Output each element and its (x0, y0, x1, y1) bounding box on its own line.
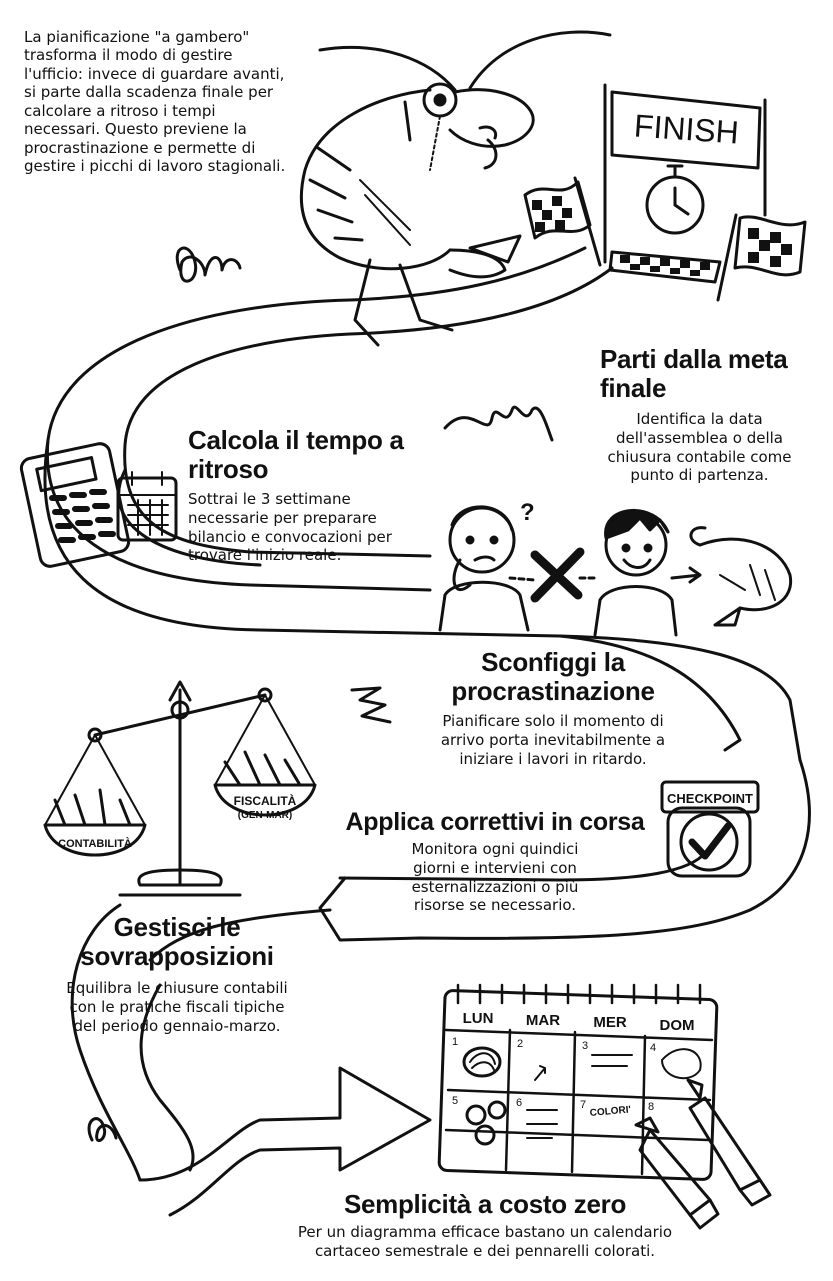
step-title: Calcola il tempo a ritroso (188, 425, 404, 485)
calendar-day-mer: MER (593, 1014, 627, 1031)
happy-person-icon (595, 510, 676, 635)
calendar-cell-number: 6 (516, 1097, 523, 1109)
step-block-procrastinazione (428, 648, 678, 768)
calculator-icon (20, 442, 131, 568)
fiscalita-label: FISCALITÀ (233, 794, 297, 808)
fiscalita-sub-label: (GEN-MAR) (237, 810, 293, 821)
checkered-flag-icon (525, 178, 805, 300)
scribble-decoration (445, 407, 552, 440)
question-mark: ? (520, 499, 535, 526)
small-shrimp-icon (672, 528, 791, 625)
finish-label: FINISH (632, 107, 740, 151)
step-title: Gestisci le sovrapposizioni (80, 912, 274, 972)
cross-mark-icon (510, 552, 598, 598)
step-block-semplicita (275, 1190, 695, 1261)
step-block-correttivi (345, 808, 645, 915)
step-block-ritroso (188, 426, 418, 565)
calendar-day-mar: MAR (525, 1012, 561, 1029)
step-body: Equilibra le chiusure contabili con le pratiche fiscali tipiche del periodo gennaio-marzo. (66, 979, 288, 1035)
balance-scale-icon (45, 682, 315, 895)
marker-icon (688, 1080, 770, 1205)
step-body: Identifica la data dell'assemblea o della chiusura contabile come punto di partenza. (607, 410, 792, 485)
scribble-decoration (352, 688, 390, 722)
step-body: Per un diagramma efficace bastano un calendario cartaceo semestrale e dei pennarelli colorati. (297, 1223, 673, 1260)
calendar-day-dom: DOM (659, 1017, 695, 1034)
calendar-cell-number: 8 (648, 1101, 655, 1113)
contabilita-label: CONTABILITÀ (58, 838, 132, 850)
intro-text: La pianificazione "a gambero" trasforma il modo di gestire l'ufficio: invece di guardare avanti, si parte dalla scadenza finale per calcolare a ritroso i tempi necessari. Questo previene la procrastinazione e permette di gestire i picchi di lavoro stagionali. (24, 28, 286, 176)
calendar-cell-number: 5 (452, 1095, 459, 1107)
confused-person-icon (440, 507, 528, 630)
scribble-decoration (177, 248, 240, 281)
calendar-cell-number: 1 (452, 1036, 459, 1048)
calendar-cell-number: 3 (582, 1040, 589, 1052)
calendar-day-lun: LUN (462, 1010, 494, 1027)
step-block-sovrapposizioni (62, 913, 292, 1035)
step-body: Sottrai le 3 settimane necessarie per preparare bilancio e convocazioni per trovare l'inizio reale. (188, 490, 392, 565)
calendar-cell-number: 2 (517, 1038, 524, 1050)
step-title: Parti dalla meta finale (600, 344, 788, 404)
step-title: Applica correttivi in corsa (345, 808, 645, 836)
calendar-cell-number: 7 (580, 1099, 587, 1111)
step-body: Monitora ogni quindici giorni e intervieni con esternalizzazioni o più risorse se necessario. (411, 840, 579, 915)
colori-label: COLORI' (589, 1104, 632, 1119)
step-body: Pianificare solo il momento di arrivo porta inevitabilmente a iniziare i lavori in ritardo. (440, 712, 666, 768)
checkpoint-label: CHECKPOINT (667, 791, 753, 806)
stopwatch-icon (647, 166, 703, 233)
step-title: Sconfiggi la procrastinazione (451, 647, 655, 707)
step-block-meta (600, 345, 790, 403)
step-title: Semplicità a costo zero (343, 1189, 627, 1219)
calendar-cell-number: 4 (650, 1042, 657, 1054)
